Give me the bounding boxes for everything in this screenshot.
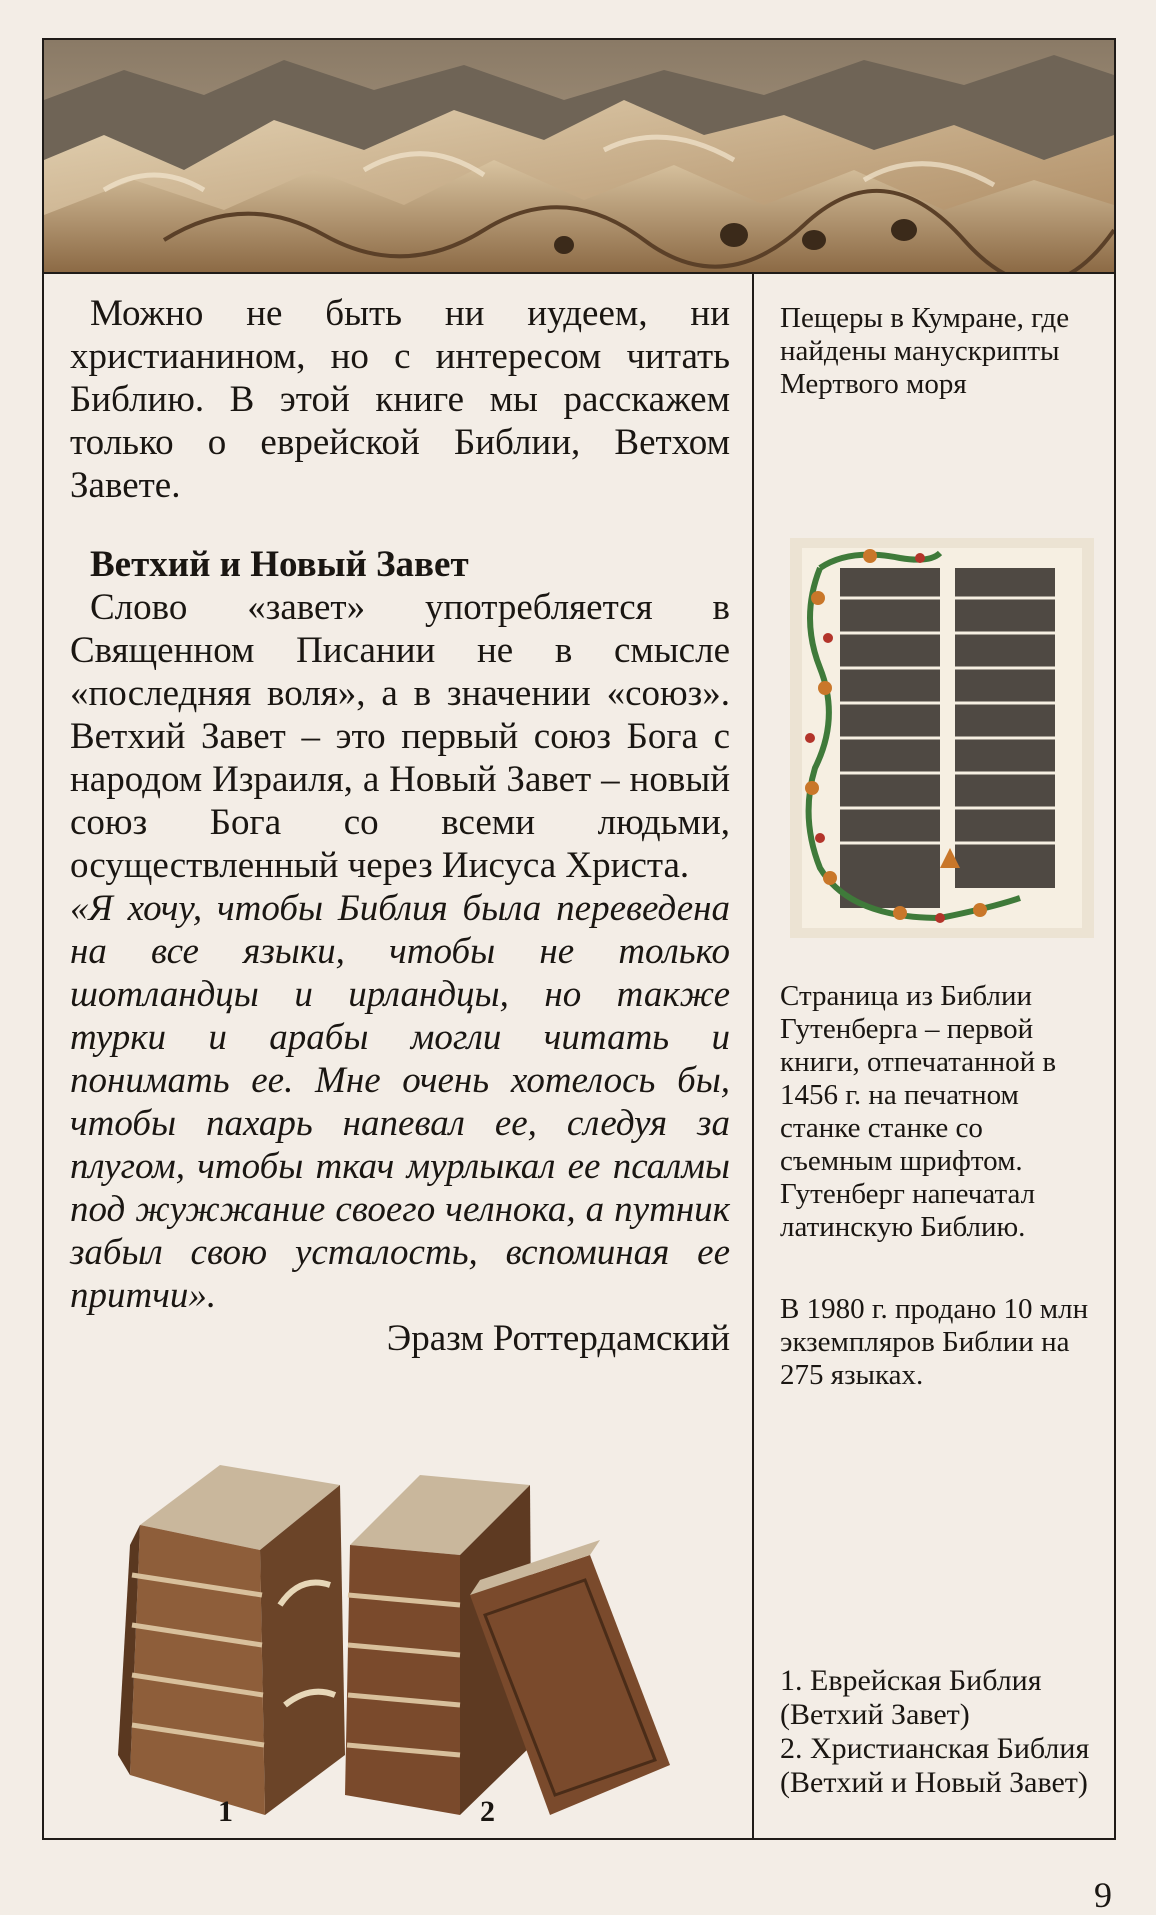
section-heading: Ветхий и Новый Завет — [90, 544, 469, 585]
body-paragraph: Слово «завет» употребляется в Священном Писании не в смысле «последняя воля», а в значении «союз». Ветхий Завет – это первый союз Бога с народом Израиля, а Новый Завет – новый союз Бога со всеми людьми, осуществленный через Иисуса Христа. — [70, 587, 730, 886]
qumran-landscape-illustration — [44, 40, 1114, 274]
book-1-label: 1 — [218, 1795, 233, 1828]
books-caption — [780, 1664, 1090, 1800]
bibles-illustration — [100, 1455, 700, 1835]
gutenberg-bible-page-image — [790, 538, 1094, 938]
book-2-label: 2 — [480, 1795, 495, 1828]
qumran-caption: Пещеры в Кумране, где найдены манускрипты Мертвого моря — [780, 302, 1070, 400]
gutenberg-caption: Страница из Библии Гутенберга – первой книги, отпечатанной в 1456 г. на печатном станке станке со съемным шрифтом. Гутенберг напечатал латинскую Библию. — [780, 980, 1057, 1243]
intro-paragraph: Можно не быть ни иудеем, ни христианином, но с интересом читать Библию. В этой книге мы расскажем только о еврейской Библии, Ветхом Завете. — [70, 293, 730, 506]
bible-sales-fact: В 1980 г. продано 10 млн экземпляров Библии на 275 языках. — [780, 1293, 1089, 1391]
page-number: 9 — [1094, 1875, 1112, 1915]
column-divider — [752, 272, 754, 1838]
quote-attribution: Эразм Роттердамский — [386, 1318, 730, 1359]
books-caption-2: 2. Христианская Библия (Ветхий и Новый Завет) — [780, 1732, 1090, 1799]
books-caption-1: 1. Еврейская Библия (Ветхий Завет) — [780, 1664, 1042, 1731]
christian-bible-books — [345, 1475, 670, 1815]
hebrew-bible-book — [118, 1465, 345, 1815]
main-text-column — [70, 292, 730, 1360]
erasmus-quote: «Я хочу, чтобы Библия была переведена на все языки, чтобы не только шотландцы и ирландцы, но также турки и арабы могли читать и понимать ее. Мне очень хотелось бы, чтобы пахарь напевал ее, следуя за плугом, чтобы ткач мурлыкал ее псалмы под жужжание своего челнока, а путник забыл свою усталость, вспоминая ее притчи». — [70, 888, 730, 1316]
